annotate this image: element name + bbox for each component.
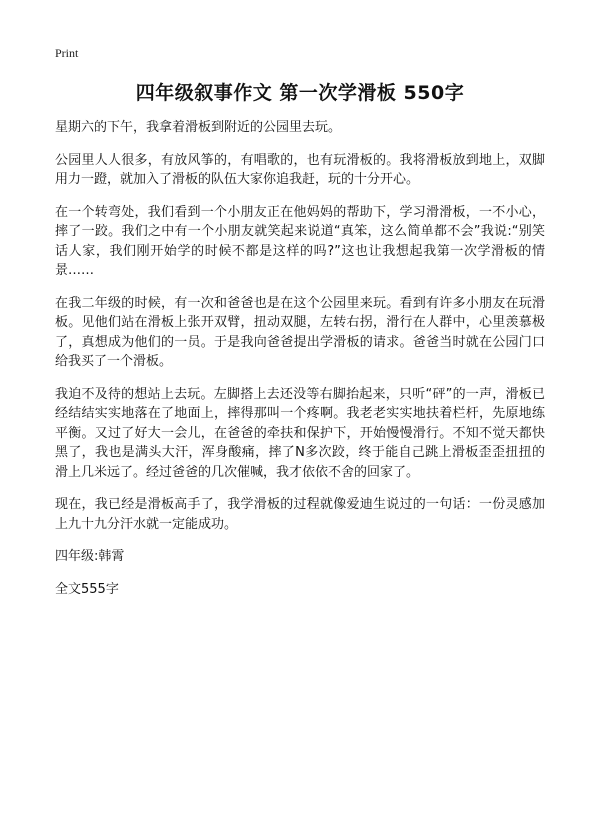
paragraph-memory: 在我二年级的时候，有一次和爸爸也是在这个公园里来玩。看到有许多小朋友在玩滑板。见他们站在滑板上张开双臂，扭动双腿，左转右拐，滑行在人群中，心里羡慕极了，真想成为他们的一员。于是我向爸爸提出学滑板的请求。爸爸当时就在公园门口给我买了一个滑板。 [55, 295, 545, 369]
word-count: 全文555字 [55, 581, 119, 597]
article-body [55, 118, 545, 612]
author-line: 四年级:韩霄 [55, 549, 125, 564]
paragraph-first-try: 我迫不及待的想站上去玩。左脚搭上去还没等右脚抬起来，只听“砰”的一声，滑板已经结结实实地落在了地面上，摔得那叫一个疼啊。我老老实实地扶着栏杆，先原地练平衡。又过了好大一会儿，在爸爸的牵扶和保护下，开始慢慢滑行。不知不觉天都快黑了，我也是满头大汗，浑身酸痛，摔了N多次跤，终于能自己跳上滑板歪歪扭扭的滑上几米远了。经过爸爸的几次催喊，我才依依不舍的回家了。 [55, 386, 545, 480]
paragraph-intro: 星期六的下午，我拿着滑板到附近的公园里去玩。 [55, 120, 342, 135]
paragraph-park: 公园里人人很多，有放风筝的，有唱歌的，也有玩滑板的。我将滑板放到地上，双脚用力一蹬，就加入了滑板的队伍大家你追我赶，玩的十分开心。 [55, 152, 545, 187]
paragraph-conclusion: 现在，我已经是滑板高手了，我学滑板的过程就像爱迪生说过的一句话：一份灵感加上九十九分汗水就一定能成功。 [55, 497, 545, 532]
print-link[interactable]: Print [55, 46, 79, 60]
page-title: 四年级叙事作文 第一次学滑板 550字 [135, 82, 465, 104]
paragraph-corner: 在一个转弯处，我们看到一个小朋友正在他妈妈的帮助下，学习滑滑板，一不小心，摔了一跤。我们之中有一个小朋友就笑起来说道“真笨，这么简单都不会”我说:“别笑话人家，我们刚开始学的时候不都是这样的吗?”这也让我想起我第一次学滑板的情景…… [55, 204, 545, 278]
